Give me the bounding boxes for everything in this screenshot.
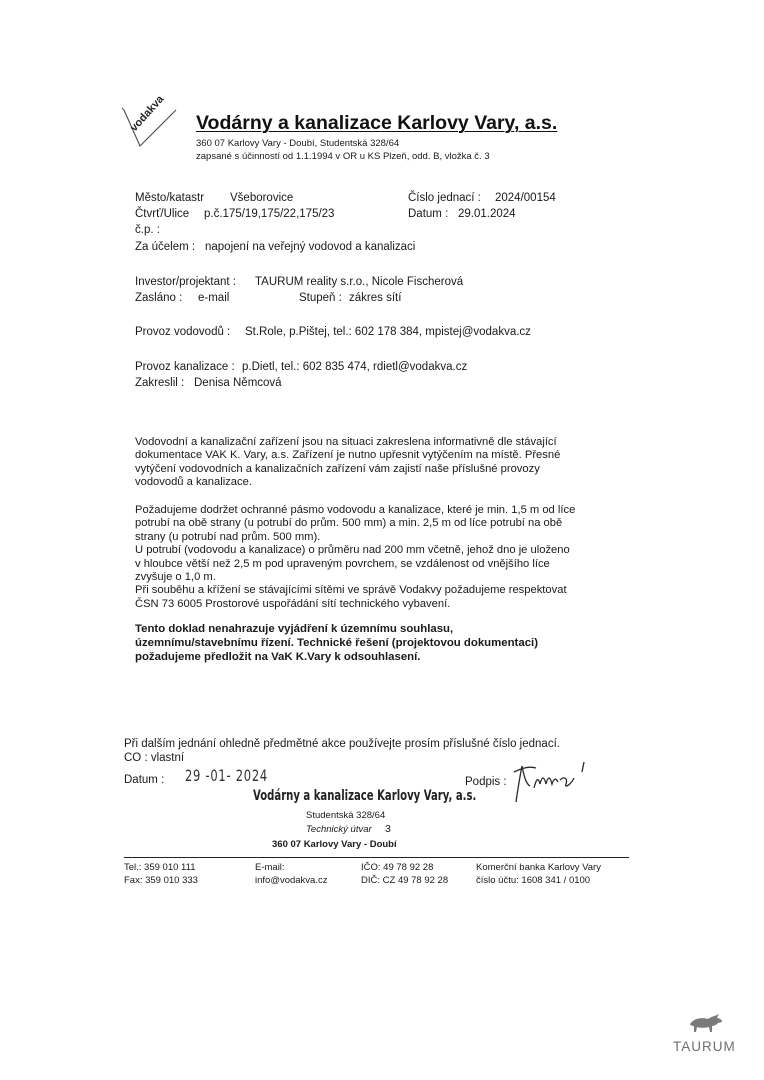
footer-email: info@vodakva.cz (255, 875, 328, 886)
signature (510, 758, 595, 808)
bold-notice (135, 622, 615, 664)
notice-line: Tento doklad nenahrazuje vyjádření k územnímu souhlasu, (135, 623, 454, 635)
cp-label: č.p. : (135, 224, 160, 236)
stamp-street: Studentská 328/64 (306, 810, 386, 821)
mesto-label: Město/katastr (135, 192, 205, 204)
ctvrt-label: Čtvrť/Ulice (135, 208, 190, 220)
logo-text: vodakva (128, 93, 167, 135)
ctvrt-value: p.č.175/19,175/22,175/23 (204, 208, 335, 220)
company-address: 360 07 Karlovy Vary - Doubí, Studentská 328/64 (196, 138, 400, 149)
notice-line: územnímu/stavebnímu řízení. Technické řešení (projektovou dokumentaci) (135, 637, 538, 649)
paragraph-line: Požadujeme dodržet ochranné pásmo vodovodu a kanalizace, které je min. 1,5 m od líce (135, 504, 576, 516)
datum-label: Datum : (408, 208, 449, 220)
kanalizace-value: p.Dietl, tel.: 602 835 474, rdietl@vodakva.cz (242, 361, 468, 373)
stamp-city: 360 07 Karlovy Vary - Doubí (272, 839, 397, 850)
paragraph-line: dokumentace VAK K. Vary, a.s. Zařízení je nutno upřesnit vytýčením na místě. Přesné (135, 449, 561, 462)
stamp-unit-no: 3 (385, 823, 391, 835)
company-title: Vodárny a kanalizace Karlovy Vary, a.s. (196, 112, 558, 134)
footer-fax: Fax: 359 010 333 (124, 875, 198, 886)
footer-divider (124, 857, 629, 858)
stupen-label: Stupeň : (299, 292, 342, 304)
mesto-value: Všeborovice (230, 192, 294, 204)
paragraph-line: Vodovodní a kanalizační zařízení jsou na situaci zakreslena informativně dle stávající (135, 436, 557, 448)
zakreslil-value: Denisa Němcová (194, 377, 282, 389)
paragraph-line: U potrubí (vodovodu a kanalizace) o průměru nad 200 mm včetně, jehož dno je uloženo (135, 544, 570, 557)
paragraph-line: v hloubce větší než 2,5 m pod upraveným povrchem, se vzdálenost od vnějšího líce (135, 557, 550, 570)
kanalizace-label: Provoz kanalizace : (135, 361, 235, 373)
logo (118, 93, 182, 164)
podpis-label: Podpis : (465, 776, 507, 788)
paragraph-line: vodovodů a kanalizace. (135, 476, 252, 489)
date-stamp: 29 -01- 2024 (185, 766, 268, 785)
datum-value: 29.01.2024 (458, 208, 516, 220)
paragraph-line: Při souběhu a křížení se stávajícími sítěmi ve správě Vodakvy požadujeme respektovat (135, 584, 567, 597)
paragraph-line: strany (u potrubí nad prům. 500 mm). (135, 530, 321, 543)
company-registration: zapsané s účinností od 1.1.1994 v OR u KS Plzeň, odd. B, vložka č. 3 (196, 151, 490, 162)
co-line: CO : vlastní (124, 752, 185, 764)
cislo-value: 2024/00154 (495, 192, 556, 204)
stamp-company-name: Vodárny a kanalizace Karlovy Vary, a.s. (253, 788, 477, 804)
paragraph-line: ČSN 73 6005 Prostorové uspořádání sítí technického vybavení. (135, 597, 451, 610)
stamp-unit: Technický útvar (306, 824, 372, 835)
footer-email-label: E-mail: (255, 862, 285, 873)
footer-account: číslo účtu: 1608 341 / 0100 (476, 875, 591, 886)
footer-ico: IČO: 49 78 92 28 (361, 862, 434, 873)
investor-value: TAURUM reality s.r.o., Nicole Fischerová (255, 276, 464, 288)
paragraph-line: zvyšuje o 1,0 m. (135, 571, 216, 584)
footer-dic: DIČ: CZ 49 78 92 28 (361, 875, 449, 886)
cislo-label: Číslo jednací : (408, 192, 481, 204)
paragraph-info (135, 436, 620, 490)
watermark-text: TAURUM (673, 1039, 736, 1054)
stupen-value: zákres sítí (349, 292, 402, 304)
signature-icon (510, 758, 595, 808)
vodovod-value: St.Role, p.Pištej, tel.: 602 178 384, mpistej@vodakva.cz (245, 326, 531, 338)
footer-bank: Komerční banka Karlovy Vary (476, 862, 601, 873)
investor-label: Investor/projektant : (135, 276, 236, 288)
notice-line: požadujeme předložit na VaK K.Vary k odsouhlasení. (135, 651, 421, 663)
zaslano-label: Zasláno : (135, 292, 183, 304)
ucel-label: Za účelem : (135, 241, 196, 253)
bull-icon (688, 1012, 724, 1034)
paragraph-line: potrubí na obě strany (u potrubí do prům. 500 mm) a min. 2,5 m od líce potrubí na obě (135, 517, 563, 530)
footer-tel: Tel.: 359 010 111 (124, 862, 196, 873)
paragraph-line: vytýčení vodovodních a kanalizačních zařízení vám zajistí naše příslušné provozy (135, 462, 540, 475)
vodovod-label: Provoz vodovodů : (135, 326, 231, 338)
zakreslil-label: Zakreslil : (135, 377, 185, 389)
paragraph-protection-zone (135, 504, 620, 611)
zaslano-value: e-mail (198, 292, 230, 304)
ucel-value: napojení na veřejný vodovod a kanalizaci (205, 241, 416, 253)
closing-instruction: Při dalším jednání ohledně předmětné akce používejte prosím příslušné číslo jednací. (124, 738, 560, 750)
closing-datum-label: Datum : (124, 774, 165, 786)
